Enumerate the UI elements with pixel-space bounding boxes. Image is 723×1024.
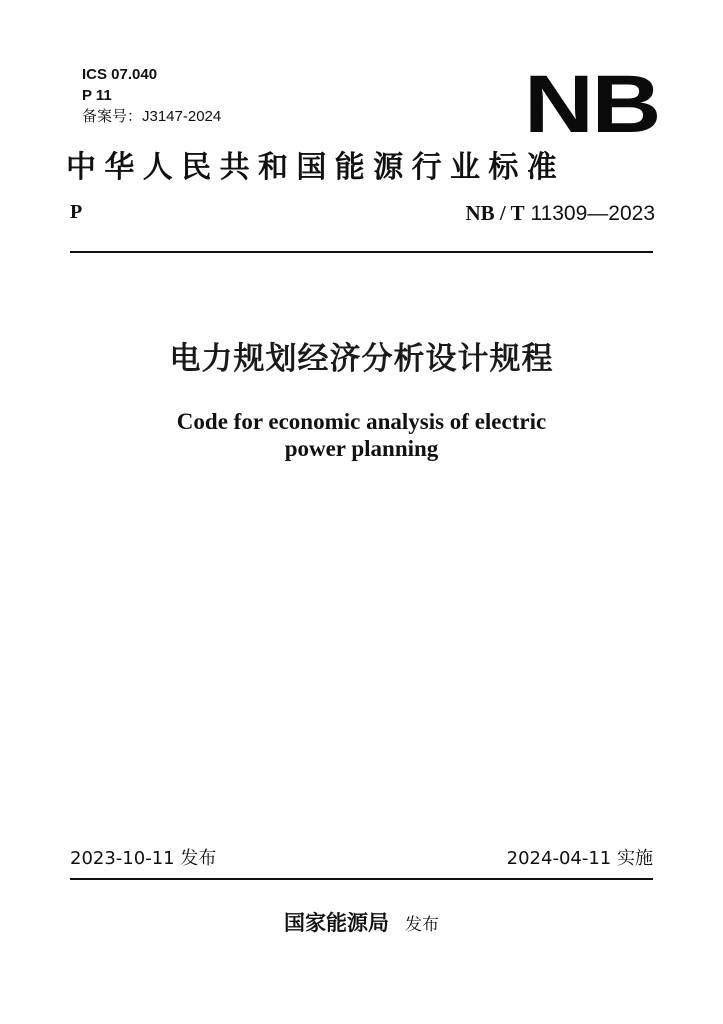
chinese-title: 电力规划经济分析设计规程	[169, 341, 554, 377]
issuer-line	[0, 908, 723, 940]
record-number: 备案号：J3147-2024	[82, 108, 222, 125]
issuer-action: 发布	[405, 915, 439, 935]
footer-divider	[70, 878, 653, 880]
header-divider	[70, 251, 653, 253]
issuer-name: 国家能源局	[284, 910, 389, 935]
ccs-code: P 11	[82, 87, 112, 104]
english-title-line-1: Code for economic analysis of electric	[176, 409, 547, 434]
issue-date: 2023-10-11 发布	[70, 848, 217, 869]
ics-code: ICS 07.040	[82, 66, 158, 83]
standard-number-value: 11309—2023	[524, 202, 655, 225]
implementation-date: 2024-04-11 实施	[506, 848, 653, 869]
nb-logo: NB	[524, 59, 660, 150]
english-title-line-2: power planning	[284, 436, 439, 461]
english-title	[0, 408, 723, 462]
standard-number-prefix: NB / T	[465, 201, 525, 225]
classification-block	[82, 64, 221, 127]
standard-type-title: 中华人民共和国能源行业标准	[66, 150, 566, 185]
standard-number	[465, 200, 655, 227]
category-letter: P	[70, 201, 83, 223]
